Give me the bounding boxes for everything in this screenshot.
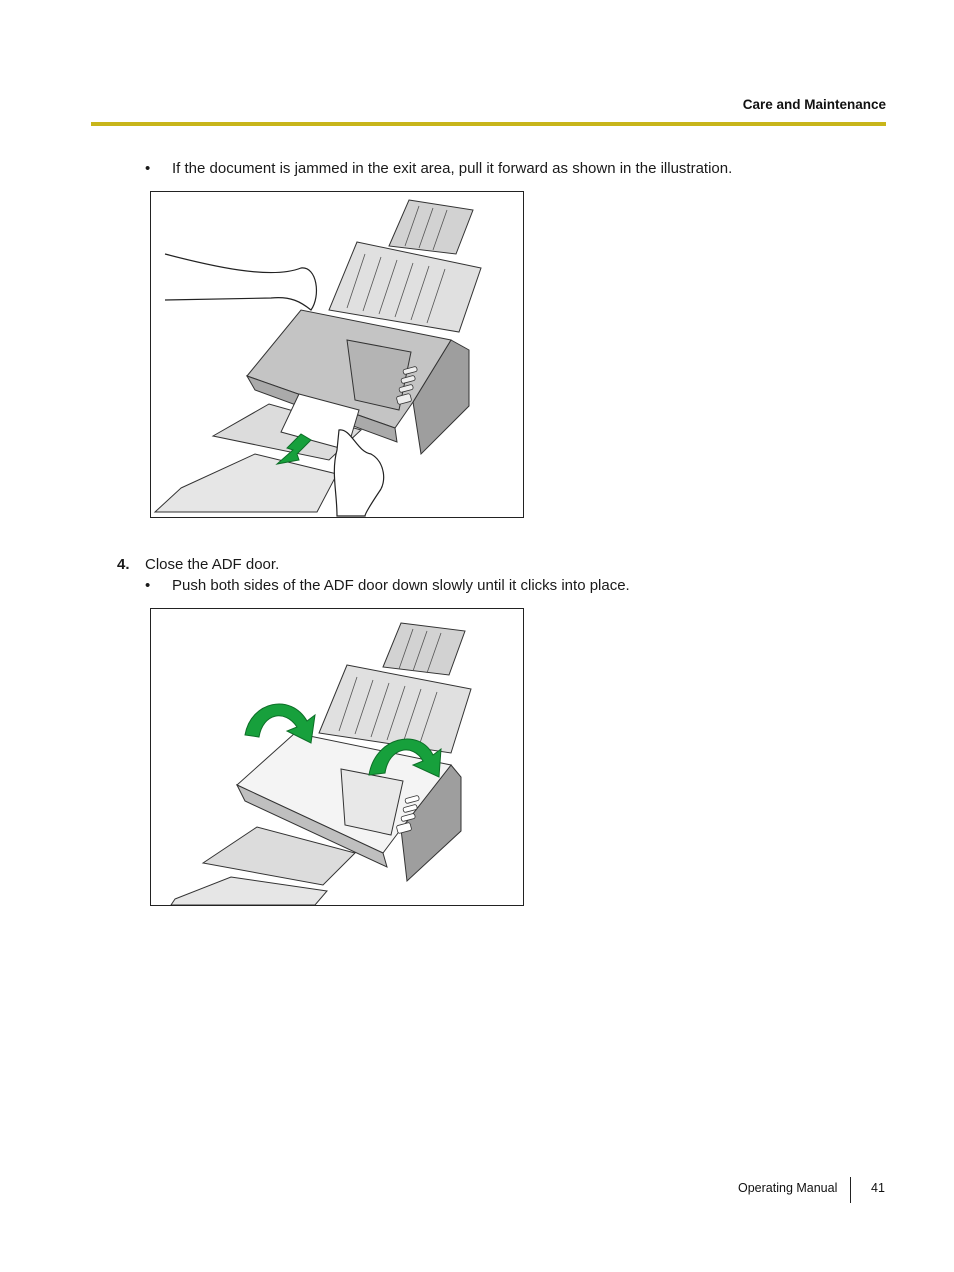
bullet-item-exit-jam xyxy=(145,160,732,177)
section-title: Care and Maintenance xyxy=(742,97,886,112)
footer-separator xyxy=(850,1177,851,1203)
scanner-illustration xyxy=(151,192,523,517)
curved-arrow-icon xyxy=(245,704,315,743)
figure-exit-jam xyxy=(150,191,524,518)
step-text: Close the ADF door. xyxy=(145,556,280,573)
bullet-dot: • xyxy=(145,160,151,177)
page-number: 41 xyxy=(871,1181,885,1195)
scanner-illustration xyxy=(151,609,523,905)
bullet-item-close-door xyxy=(145,577,630,594)
step-4 xyxy=(117,556,279,573)
step-number: 4. xyxy=(117,556,130,573)
figure-close-adf-door xyxy=(150,608,524,906)
footer-manual-label: Operating Manual xyxy=(738,1181,838,1195)
bullet-text: Push both sides of the ADF door down slowly until it clicks into place. xyxy=(172,577,630,594)
hand-illustration xyxy=(165,254,316,310)
bullet-text: If the document is jammed in the exit area, pull it forward as shown in the illustration. xyxy=(172,160,733,177)
bullet-dot: • xyxy=(145,577,151,594)
header-rule xyxy=(91,122,886,126)
